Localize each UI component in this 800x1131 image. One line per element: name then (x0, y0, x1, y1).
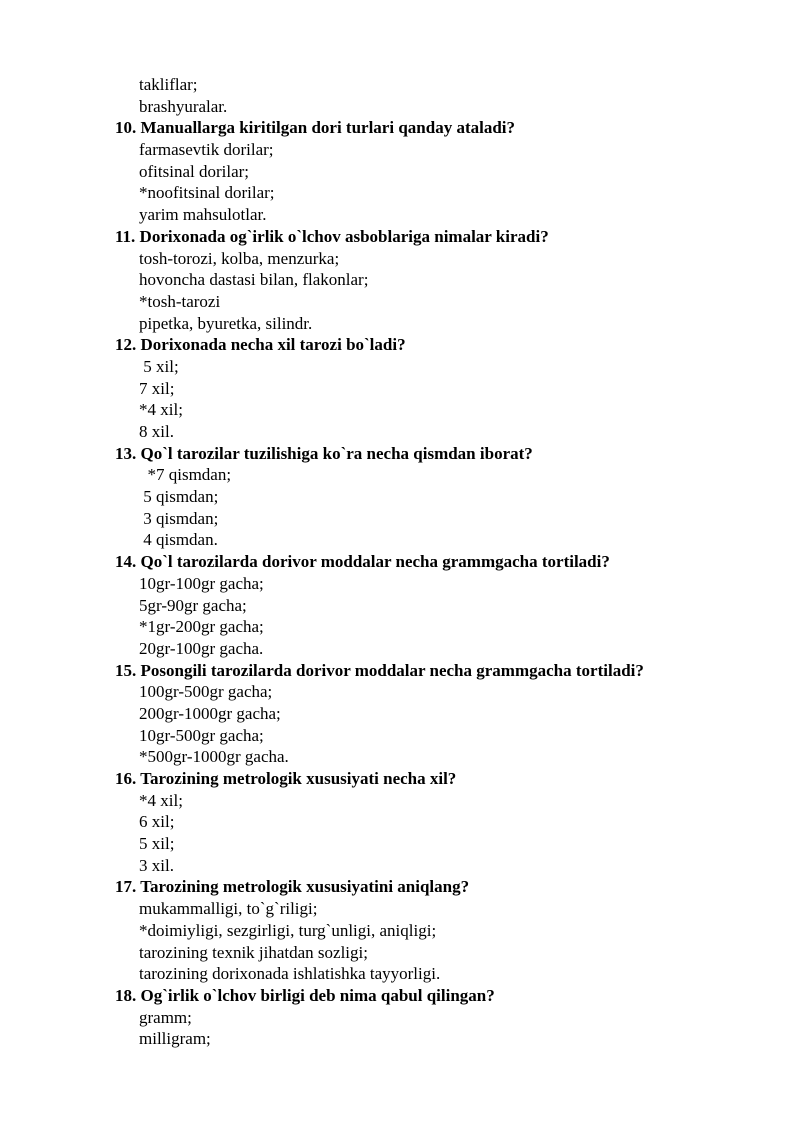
answer-option: *4 xil; (139, 400, 183, 420)
document-page (0, 74, 800, 1050)
answer-option: *7 qismdan; (139, 465, 232, 485)
answer-option: farmasevtik dorilar; (139, 140, 274, 160)
question-heading: 15. Posongili tarozilarda dorivor moddalar necha grammgacha tortiladi? (115, 660, 644, 680)
answer-option: *tosh-tarozi (139, 291, 221, 311)
answer-option: 8 xil. (139, 422, 174, 441)
answer-option: *500gr-1000gr gacha. (139, 747, 289, 767)
answer-option: mukammalligi, to`g`riligi; (139, 899, 318, 919)
answer-option: *4 xil; (139, 790, 183, 810)
answer-option: *noofitsinal dorilar; (139, 183, 275, 203)
answer-option: 6 xil; (139, 812, 175, 832)
answer-option: gramm; (139, 1007, 192, 1027)
answer-option: ofitsinal dorilar; (139, 161, 250, 181)
answer-option: brashyuralar. (139, 96, 228, 116)
answer-option: 5 xil; (139, 834, 175, 854)
question-heading: 17. Tarozining metrologik xususiyatini aniqlang? (115, 877, 470, 897)
answer-option: takliflar; (139, 75, 198, 94)
question-heading: 13. Qo`l tarozilar tuzilishiga ko`ra necha qismdan iborat? (115, 443, 533, 463)
question-heading: 16. Tarozining metrologik xususiyati necha xil? (115, 769, 457, 788)
question-heading: 18. Og`irlik o`lchov birligi deb nima qabul qilingan? (115, 985, 495, 1005)
answer-option: *1gr-200gr gacha; (139, 617, 264, 637)
answer-option: *doimiyligi, sezgirligi, turg`unligi, aniqligi; (139, 920, 437, 940)
answer-option: yarim mahsulotlar. (139, 205, 267, 225)
answer-option: 4 qismdan. (139, 530, 218, 550)
answer-option: 200gr-1000gr gacha; (139, 703, 281, 723)
question-heading: 12. Dorixonada necha xil tarozi bo`ladi? (115, 335, 406, 355)
answer-option: 5gr-90gr gacha; (139, 595, 247, 615)
answer-option: 3 qismdan; (139, 508, 219, 528)
answer-option: pipetka, byuretka, silindr. (139, 313, 313, 333)
question-heading: 11. Dorixonada og`irlik o`lchov asboblariga nimalar kiradi? (115, 226, 549, 246)
answer-option: 5 qismdan; (139, 487, 219, 507)
answer-option: milligram; (139, 1029, 211, 1049)
answer-option: 3 xil. (139, 855, 174, 875)
answer-option: 10gr-100gr gacha; (139, 573, 264, 593)
answer-option: 20gr-100gr gacha. (139, 638, 264, 658)
answer-option: tarozining dorixonada ishlatishka tayyorligi. (139, 964, 441, 984)
question-heading: 10. Manuallarga kiritilgan dori turlari qanday ataladi? (115, 118, 516, 138)
answer-option: 5 xil; (139, 356, 179, 376)
answer-option: tarozining texnik jihatdan sozligi; (139, 942, 368, 962)
answer-option: tosh-torozi, kolba, menzurka; (139, 248, 340, 268)
question-heading: 14. Qo`l tarozilarda dorivor moddalar necha grammgacha tortiladi? (115, 552, 610, 572)
answer-option: 10gr-500gr gacha; (139, 725, 264, 745)
answer-option: 7 xil; (139, 378, 175, 398)
answer-option: hovoncha dastasi bilan, flakonlar; (139, 270, 369, 290)
answer-option: 100gr-500gr gacha; (139, 682, 273, 702)
